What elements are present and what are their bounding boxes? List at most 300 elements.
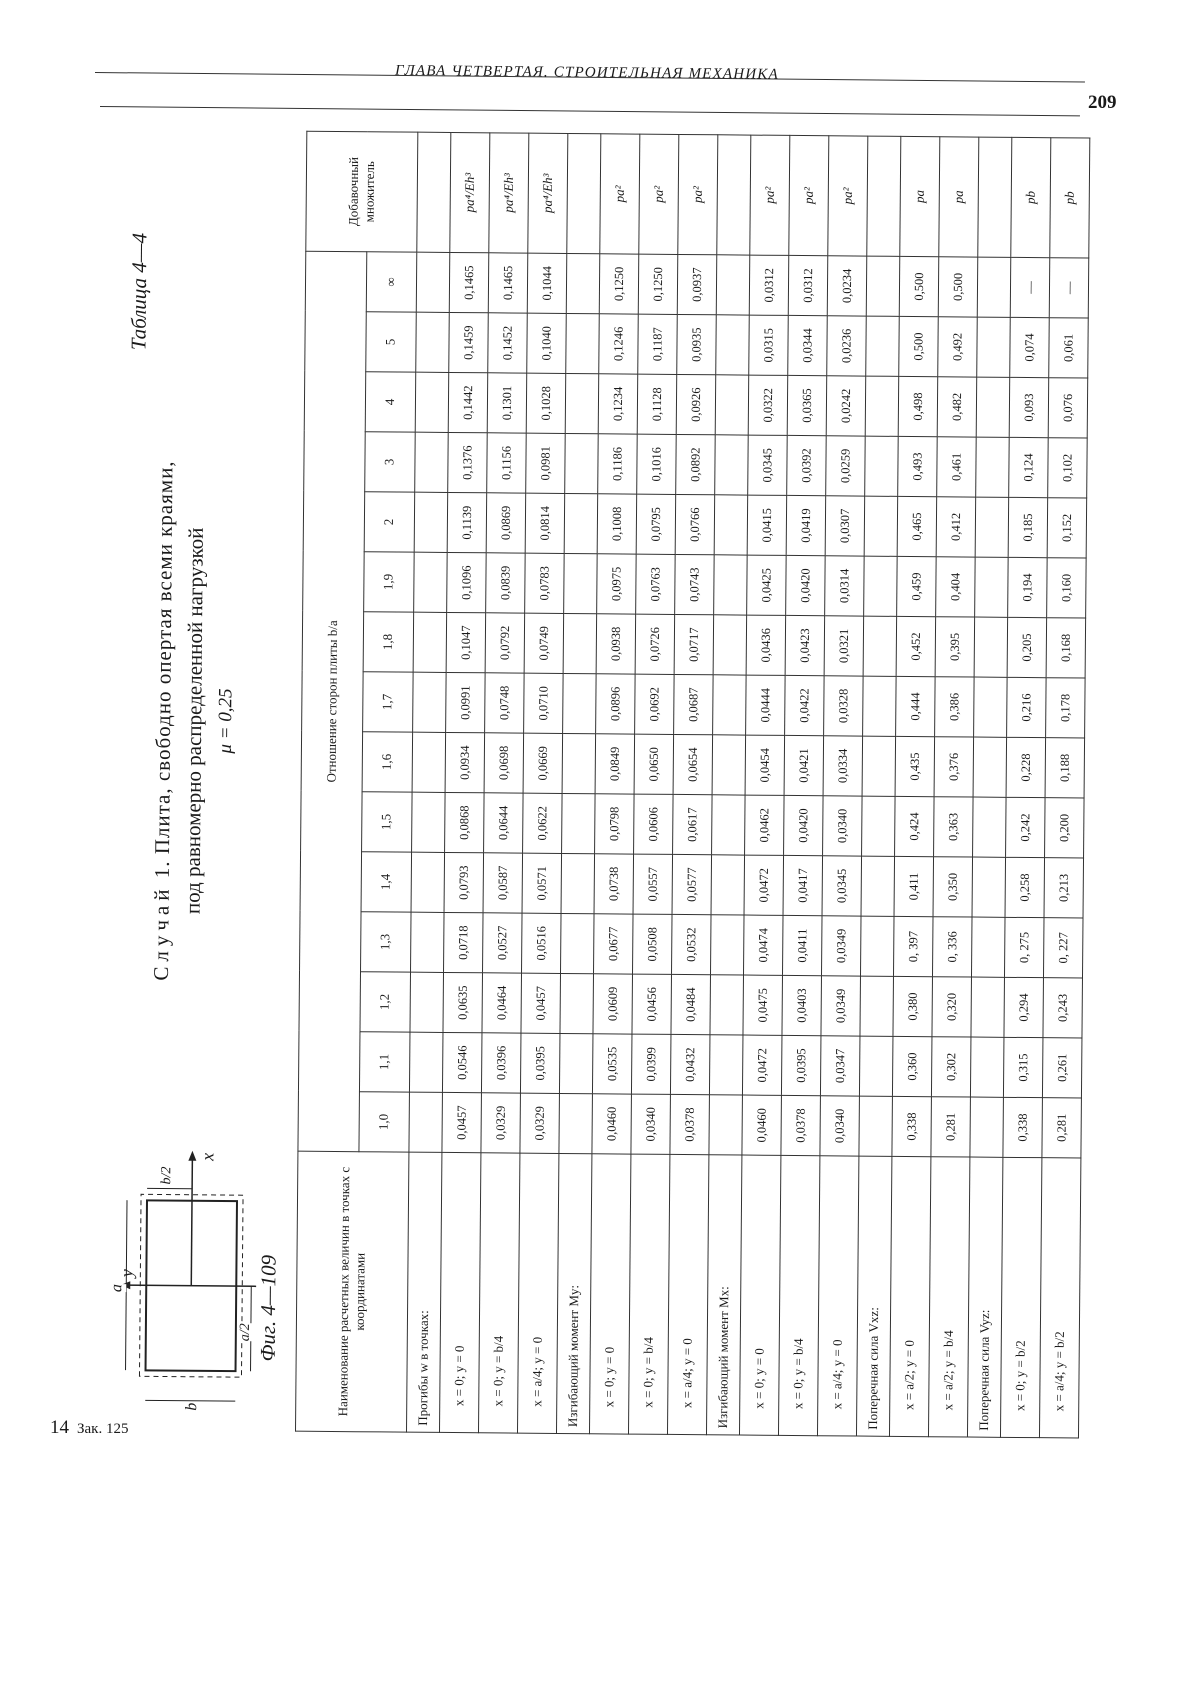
empty-cell — [864, 496, 898, 556]
row-label: x = a/2; y = b/4 — [928, 1157, 969, 1437]
value-cell: 0,0425 — [747, 555, 787, 615]
empty-cell — [971, 977, 1005, 1037]
empty-cell — [409, 1032, 443, 1092]
value-cell: 0,500 — [899, 256, 939, 316]
empty-cell — [977, 317, 1011, 377]
multiplier-cell: pa² — [828, 136, 868, 256]
value-cell: 0,0345 — [822, 856, 862, 916]
value-cell: 0,0717 — [674, 614, 714, 674]
ratio-cell: 1,3 — [360, 912, 411, 972]
empty-cell — [567, 133, 601, 253]
value-cell: 0,0926 — [676, 374, 716, 434]
value-cell: 0,0345 — [748, 435, 788, 495]
empty-cell — [973, 797, 1007, 857]
value-cell: 0,281 — [931, 1097, 971, 1157]
running-header: ГЛАВА ЧЕТВЕРТАЯ. СТРОИТЕЛЬНАЯ МЕХАНИКА — [394, 62, 779, 83]
value-cell: 0,0403 — [782, 975, 822, 1035]
value-cell: 0,0340 — [820, 1096, 860, 1156]
value-cell: 0,0236 — [827, 316, 867, 376]
empty-cell — [716, 255, 750, 315]
value-cell: 0,498 — [898, 376, 938, 436]
value-cell: 0,435 — [895, 736, 935, 796]
value-cell: 0,0896 — [596, 674, 636, 734]
value-cell: 0,459 — [897, 556, 937, 616]
value-cell: 0,1139 — [447, 492, 487, 552]
value-cell: 0,482 — [937, 377, 977, 437]
value-cell: 0,294 — [1004, 977, 1044, 1037]
value-cell: 0,0749 — [524, 613, 564, 673]
empty-cell — [866, 316, 900, 376]
name-column-header: Наименование расчетных величин в точках с координатами — [295, 1151, 408, 1432]
value-cell: 0,0340 — [823, 796, 863, 856]
value-cell: 0,500 — [899, 316, 939, 376]
empty-cell — [867, 136, 901, 256]
value-cell: 0,0868 — [445, 792, 485, 852]
empty-cell — [975, 557, 1009, 617]
value-cell: 0,0748 — [485, 673, 525, 733]
empty-cell — [714, 495, 748, 555]
empty-cell — [412, 792, 446, 852]
value-cell: 0,0444 — [746, 675, 786, 735]
value-cell: 0,0937 — [677, 254, 717, 314]
ratio-cell: 1,1 — [359, 1032, 410, 1092]
value-cell: 0,1028 — [526, 373, 566, 433]
value-cell: 0, 227 — [1043, 918, 1083, 978]
value-cell: 0,0420 — [784, 795, 824, 855]
value-cell: 0,281 — [1042, 1098, 1082, 1158]
value-cell: 0,0312 — [749, 255, 789, 315]
value-cell: 0,315 — [1003, 1037, 1043, 1097]
value-cell: 0,0349 — [821, 976, 861, 1036]
empty-cell — [560, 973, 594, 1033]
value-cell: 0,0472 — [744, 855, 784, 915]
ratio-header: Отношение сторон плиты b/a — [298, 251, 366, 1152]
empty-cell — [976, 377, 1010, 437]
value-cell: — — [1049, 258, 1089, 318]
row-label: x = 0; y = b/4 — [478, 1153, 519, 1433]
value-cell: 0,0571 — [522, 853, 562, 913]
empty-cell — [716, 315, 750, 375]
value-cell: 0,0322 — [748, 375, 788, 435]
ratio-cell: 1,4 — [361, 852, 412, 912]
value-cell: 0,0532 — [671, 914, 711, 974]
value-cell: 0,461 — [937, 437, 977, 497]
value-cell: 0,0814 — [525, 493, 565, 553]
value-cell: 0,0259 — [826, 436, 866, 496]
value-cell: 0,188 — [1045, 738, 1085, 798]
value-cell: 0,076 — [1048, 378, 1088, 438]
value-cell: 0,258 — [1005, 857, 1045, 917]
multiplier-cell: pb — [1050, 138, 1090, 258]
empty-cell — [709, 1095, 743, 1155]
value-cell: 0,404 — [936, 557, 976, 617]
value-cell: 0,243 — [1043, 978, 1083, 1038]
value-cell: 0,0669 — [523, 733, 563, 793]
empty-cell — [977, 257, 1011, 317]
empty-cell — [974, 617, 1008, 677]
row-label: x = 0; y = 0 — [439, 1152, 480, 1432]
value-cell: 0,0349 — [821, 916, 861, 976]
dim-a2-label: a/2 — [237, 1323, 253, 1342]
value-cell: 0,493 — [898, 436, 938, 496]
value-cell: 0,0892 — [676, 434, 716, 494]
row-label: x = 0; y = b/2 — [1000, 1157, 1041, 1437]
value-cell: 0,0617 — [673, 794, 713, 854]
group-label: Поперечная сила Vxz: — [856, 1156, 891, 1436]
value-cell: 0,124 — [1009, 437, 1049, 497]
empty-cell — [561, 913, 595, 973]
empty-cell — [712, 795, 746, 855]
empty-cell — [415, 372, 449, 432]
group-label: Прогибы w в точках: — [406, 1152, 441, 1432]
empty-cell — [416, 252, 450, 312]
value-cell: — — [1010, 257, 1050, 317]
value-cell: 0,0307 — [825, 496, 865, 556]
empty-cell — [416, 312, 450, 372]
value-cell: 0,0457 — [442, 1092, 482, 1152]
ratio-cell: 2 — [364, 492, 415, 552]
value-cell: 0,0462 — [745, 795, 785, 855]
empty-cell — [559, 1033, 593, 1093]
table-title — [148, 400, 240, 1041]
value-cell: 0,093 — [1009, 377, 1049, 437]
empty-cell — [566, 253, 600, 313]
value-cell: 0,0417 — [783, 855, 823, 915]
value-cell: 0,1246 — [599, 314, 639, 374]
empty-cell — [562, 793, 596, 853]
empty-cell — [717, 135, 751, 255]
empty-cell — [413, 672, 447, 732]
value-cell: 0,0315 — [749, 315, 789, 375]
empty-cell — [972, 857, 1006, 917]
row-label: x = a/4; y = 0 — [517, 1153, 558, 1433]
value-cell: 0,0975 — [597, 554, 637, 614]
value-cell: 0,500 — [938, 257, 978, 317]
multiplier-cell: pa² — [789, 135, 829, 255]
title-line-1: 1. Плита, свободно опертая всеми краями, — [149, 460, 178, 879]
value-cell: 0,386 — [935, 677, 975, 737]
multiplier-cell: pa² — [678, 134, 718, 254]
empty-cell — [565, 373, 599, 433]
row-label: x = a/2; y = 0 — [889, 1156, 930, 1436]
empty-cell — [711, 855, 745, 915]
value-cell: 0,160 — [1047, 558, 1087, 618]
multiplier-cell: pa² — [750, 135, 790, 255]
value-cell: 0,213 — [1044, 858, 1084, 918]
value-cell: 0,216 — [1007, 677, 1047, 737]
value-cell: 0,0321 — [824, 616, 864, 676]
footer-signature — [50, 1417, 128, 1439]
value-cell: 0,1250 — [638, 254, 678, 314]
empty-cell — [409, 1092, 443, 1152]
value-cell: 0,152 — [1047, 498, 1087, 558]
empty-cell — [562, 733, 596, 793]
axis-x-label: x — [197, 1152, 218, 1161]
dim-a-label: a — [108, 1284, 126, 1293]
empty-cell — [412, 732, 446, 792]
empty-cell — [415, 432, 449, 492]
value-cell: 0,0436 — [746, 615, 786, 675]
coefficients-table — [295, 131, 1090, 1439]
ratio-cell: 4 — [365, 372, 416, 432]
empty-cell — [975, 497, 1009, 557]
value-cell: 0,0460 — [592, 1094, 632, 1154]
value-cell: 0,0454 — [745, 735, 785, 795]
dim-b2-label: b/2 — [159, 1166, 175, 1185]
multiplier-cell: pa⁴/Eh³ — [489, 133, 529, 253]
empty-cell — [859, 1036, 893, 1096]
value-cell: 0,1250 — [599, 254, 639, 314]
ratio-cell: 3 — [364, 432, 415, 492]
figure-caption: Фиг. 4—109 — [255, 1254, 281, 1362]
group-label: Изгибающий момент Mx: — [706, 1155, 741, 1435]
dim-b-label: b — [183, 1402, 201, 1411]
value-cell: 0,0415 — [747, 495, 787, 555]
multiplier-cell: pa — [900, 136, 940, 256]
value-cell: 0,0329 — [481, 1093, 521, 1153]
value-cell: 0,1376 — [448, 432, 488, 492]
table-top-rule — [100, 106, 1080, 116]
value-cell: 0,1301 — [487, 373, 527, 433]
value-cell: 0,0365 — [787, 375, 827, 435]
empty-cell — [411, 852, 445, 912]
value-cell: 0,0527 — [483, 913, 523, 973]
value-cell: 0,0763 — [636, 554, 676, 614]
empty-cell — [712, 735, 746, 795]
value-cell: 0,1040 — [527, 313, 567, 373]
value-cell: 0,338 — [892, 1096, 932, 1156]
value-cell: 0,0577 — [672, 854, 712, 914]
value-cell: 0,338 — [1003, 1097, 1043, 1157]
value-cell: 0,0312 — [788, 255, 828, 315]
empty-cell — [970, 1097, 1004, 1157]
value-cell: 0,395 — [935, 617, 975, 677]
value-cell: 0,0456 — [632, 974, 672, 1034]
value-cell: 0,0654 — [673, 734, 713, 794]
multiplier-cell: pa⁴/Eh³ — [528, 133, 568, 253]
empty-cell — [715, 435, 749, 495]
value-cell: 0,1459 — [449, 312, 489, 372]
value-cell: 0,0475 — [743, 975, 783, 1035]
value-cell: 0,0535 — [592, 1034, 632, 1094]
value-cell: 0,0938 — [596, 614, 636, 674]
empty-cell — [559, 1093, 593, 1153]
value-cell: 0,0378 — [670, 1094, 710, 1154]
value-cell: 0,0411 — [782, 915, 822, 975]
value-cell: 0,0587 — [483, 853, 523, 913]
value-cell: 0,0743 — [675, 554, 715, 614]
value-cell: 0,0421 — [784, 735, 824, 795]
ratio-cell: 1,6 — [362, 732, 413, 792]
ratio-cell: 1,0 — [359, 1092, 410, 1152]
empty-cell — [565, 433, 599, 493]
value-cell: 0,0718 — [444, 912, 484, 972]
value-cell: 0,1452 — [488, 313, 528, 373]
empty-cell — [564, 553, 598, 613]
empty-cell — [861, 856, 895, 916]
value-cell: 0,0692 — [635, 674, 675, 734]
row-label: x = 0; y = 0 — [589, 1154, 630, 1434]
footer-order: Зак. 125 — [77, 1421, 129, 1437]
row-label: x = 0; y = b/4 — [628, 1154, 669, 1434]
value-cell: 0,0484 — [671, 974, 711, 1034]
value-cell: 0,1016 — [637, 434, 677, 494]
value-cell: 0,0698 — [484, 733, 524, 793]
value-cell: 0,194 — [1008, 557, 1048, 617]
value-cell: 0,0991 — [446, 672, 486, 732]
value-cell: 0,0726 — [635, 614, 675, 674]
empty-cell — [865, 376, 899, 436]
value-cell: 0,1096 — [447, 552, 487, 612]
empty-cell — [862, 736, 896, 796]
value-cell: 0,0766 — [675, 494, 715, 554]
empty-cell — [410, 972, 444, 1032]
table-body — [406, 132, 1089, 1438]
value-cell: 0,242 — [1006, 797, 1046, 857]
value-cell: 0,1234 — [598, 374, 638, 434]
value-cell: 0,0795 — [636, 494, 676, 554]
value-cell: 0,0234 — [827, 256, 867, 316]
plate-figure — [108, 1140, 292, 1412]
empty-cell — [710, 975, 744, 1035]
value-cell: 0,0606 — [634, 794, 674, 854]
footer-number: 14 — [50, 1417, 69, 1438]
value-cell: 0,178 — [1046, 678, 1086, 738]
value-cell: 0,0347 — [820, 1036, 860, 1096]
value-cell: 0,102 — [1048, 438, 1088, 498]
value-cell: 0,360 — [892, 1036, 932, 1096]
ratio-cell: 1,2 — [360, 972, 411, 1032]
group-label: Поперечная сила Vyz: — [967, 1157, 1002, 1437]
value-cell: 0,0378 — [781, 1095, 821, 1155]
rotated-table-block — [105, 130, 1096, 1439]
value-cell: 0,0242 — [826, 376, 866, 436]
value-cell: 0,0419 — [786, 495, 826, 555]
empty-cell — [411, 912, 445, 972]
value-cell: 0,0508 — [632, 914, 672, 974]
value-cell: 0,1187 — [638, 314, 678, 374]
multiplier-header: Добавочный множитель — [306, 131, 418, 252]
value-cell: 0,0792 — [485, 613, 525, 673]
multiplier-cell: pb — [1011, 137, 1051, 257]
empty-cell — [859, 1096, 893, 1156]
value-cell: 0,1047 — [446, 612, 486, 672]
row-label: x = a/4; y = b/2 — [1039, 1158, 1080, 1438]
empty-cell — [973, 737, 1007, 797]
empty-cell — [865, 436, 899, 496]
value-cell: 0,0839 — [486, 553, 526, 613]
axis-y-label: y — [116, 1269, 137, 1278]
value-cell: 0,0869 — [486, 493, 526, 553]
value-cell: 0,0635 — [443, 972, 483, 1032]
ratio-cell: 1,7 — [362, 672, 413, 732]
empty-cell — [563, 613, 597, 673]
value-cell: 0,492 — [938, 317, 978, 377]
multiplier-cell: pa — [939, 137, 979, 257]
value-cell: 0,0344 — [788, 315, 828, 375]
empty-cell — [863, 676, 897, 736]
empty-cell — [976, 437, 1010, 497]
value-cell: 0,0798 — [595, 794, 635, 854]
value-cell: 0,0399 — [631, 1034, 671, 1094]
empty-cell — [561, 853, 595, 913]
row-label: x = a/4; y = 0 — [667, 1154, 708, 1434]
ratio-cell: 1,9 — [363, 552, 414, 612]
value-cell: 0,0464 — [482, 973, 522, 1033]
multiplier-cell: pa⁴/Eh³ — [450, 132, 490, 252]
value-cell: 0,0395 — [781, 1035, 821, 1095]
empty-cell — [709, 1035, 743, 1095]
value-cell: 0,465 — [897, 496, 937, 556]
value-cell: 0,0687 — [674, 674, 714, 734]
empty-cell — [862, 796, 896, 856]
value-cell: 0,0609 — [593, 974, 633, 1034]
ratio-cell: 1,5 — [361, 792, 412, 852]
value-cell: 0,205 — [1007, 617, 1047, 677]
value-cell: 0,350 — [933, 857, 973, 917]
empty-cell — [414, 492, 448, 552]
value-cell: 0,0392 — [787, 435, 827, 495]
multiplier-cell: pa² — [600, 134, 640, 254]
empty-cell — [417, 132, 451, 252]
title-case-word: Случай — [148, 884, 174, 981]
value-cell: 0,0395 — [520, 1033, 560, 1093]
empty-cell — [564, 493, 598, 553]
value-cell: 0,380 — [893, 976, 933, 1036]
ratio-cell: 5 — [365, 312, 416, 372]
ratio-cell: ∞ — [366, 252, 417, 313]
value-cell: 0,0432 — [670, 1034, 710, 1094]
empty-cell — [713, 615, 747, 675]
value-cell: 0,0935 — [677, 314, 717, 374]
empty-cell — [566, 313, 600, 373]
value-cell: 0,0422 — [785, 675, 825, 735]
value-cell: 0,0650 — [634, 734, 674, 794]
table-label: Таблица 4—4 — [126, 232, 152, 351]
value-cell: 0,061 — [1049, 318, 1089, 378]
empty-cell — [413, 612, 447, 672]
value-cell: 0,0546 — [442, 1032, 482, 1092]
value-cell: 0,1442 — [448, 372, 488, 432]
empty-cell — [414, 552, 448, 612]
empty-cell — [866, 256, 900, 316]
value-cell: 0,200 — [1045, 798, 1085, 858]
empty-cell — [970, 1037, 1004, 1097]
value-cell: 0,0314 — [825, 556, 865, 616]
value-cell: 0,0783 — [525, 553, 565, 613]
value-cell: 0,0710 — [524, 673, 564, 733]
empty-cell — [710, 915, 744, 975]
value-cell: 0,0516 — [522, 913, 562, 973]
value-cell: 0,412 — [936, 497, 976, 557]
value-cell: 0,452 — [896, 616, 936, 676]
value-cell: 0,0934 — [445, 732, 485, 792]
value-cell: 0,1186 — [598, 434, 638, 494]
value-cell: 0, 275 — [1004, 917, 1044, 977]
empty-cell — [860, 976, 894, 1036]
empty-cell — [971, 917, 1005, 977]
value-cell: 0,0329 — [520, 1093, 560, 1153]
value-cell: 0,0622 — [523, 793, 563, 853]
empty-cell — [864, 556, 898, 616]
value-cell: 0,1465 — [449, 252, 489, 312]
empty-cell — [974, 677, 1008, 737]
value-cell: 0,0849 — [595, 734, 635, 794]
value-cell: 0,261 — [1042, 1038, 1082, 1098]
value-cell: 0,0457 — [521, 973, 561, 1033]
value-cell: 0,0981 — [526, 433, 566, 493]
empty-cell — [860, 916, 894, 976]
